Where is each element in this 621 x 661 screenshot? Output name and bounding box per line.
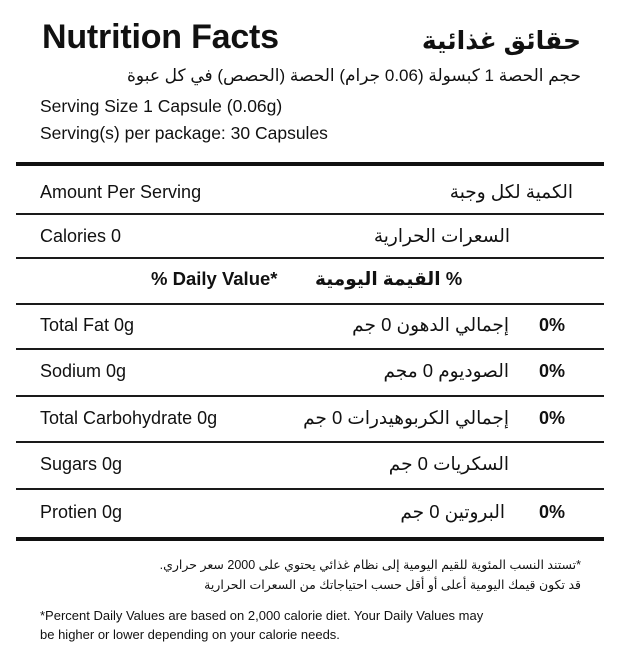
amount-per-serving-label: Amount Per Serving	[40, 182, 202, 202]
serving-info-arabic: حجم الحصة 1 كبسولة (0.06 جرام) الحصة (الحصص) في كل عبوة	[127, 66, 581, 85]
footnote-arabic-line1: *تستند النسب المئوية للقيم اليومية إلى نظام غذائي يحتوي على 2000 سعر حراري.	[159, 558, 581, 572]
daily-value-arabic: % القيمة اليومية	[315, 268, 463, 289]
divider	[16, 441, 604, 443]
divider	[16, 257, 604, 259]
nutrient-protein-percent: 0%	[539, 502, 566, 522]
divider	[16, 213, 604, 215]
divider	[16, 348, 604, 350]
divider	[16, 395, 604, 397]
nutrient-sodium-arabic: الصوديوم 0 مجم	[383, 360, 509, 381]
footnote-arabic-line2: قد تكون قيمك اليومية أعلى أو أقل حسب احتياجاتك من السعرات الحرارية	[204, 578, 581, 592]
nutrient-sugars: Sugars 0g	[40, 454, 123, 474]
nutrient-sodium-percent: 0%	[539, 361, 566, 381]
nutrient-sugars-arabic: السكريات 0 جم	[388, 453, 509, 474]
nutrient-total-fat: Total Fat 0g	[40, 315, 135, 335]
nutrient-total-fat-percent: 0%	[539, 315, 566, 335]
serving-size: Serving Size 1 Capsule (0.06g)	[40, 96, 283, 116]
divider	[16, 303, 604, 305]
amount-per-serving-arabic: الكمية لكل وجبة	[449, 181, 573, 202]
divider	[16, 488, 604, 490]
title-english: Nutrition Facts	[42, 18, 279, 56]
nutrient-total-carbohydrate: Total Carbohydrate 0g	[40, 408, 218, 428]
nutrient-total-carbohydrate-percent: 0%	[539, 408, 566, 428]
servings-per-package: Serving(s) per package: 30 Capsules	[40, 123, 328, 143]
title-arabic: حقائق غذائية	[421, 27, 581, 55]
footnote-english-line2: be higher or lower depending on your calorie needs.	[40, 627, 340, 642]
nutrient-protein: Protien 0g	[40, 502, 123, 522]
daily-value-label: % Daily Value*	[151, 268, 278, 289]
thick-divider	[16, 162, 604, 166]
thick-divider	[16, 537, 604, 541]
footnote-english-line1: *Percent Daily Values are based on 2,000 calorie diet. Your Daily Values may	[40, 608, 484, 623]
calories-label: Calories 0	[40, 226, 122, 246]
nutrient-total-fat-arabic: إجمالي الدهون 0 جم	[352, 314, 509, 335]
nutrient-protein-arabic: البروتين 0 جم	[400, 501, 505, 522]
calories-arabic: السعرات الحرارية	[373, 225, 510, 246]
nutrient-sodium: Sodium 0g	[40, 361, 127, 381]
nutrient-total-carbohydrate-arabic: إجمالي الكربوهيدرات 0 جم	[303, 407, 509, 428]
